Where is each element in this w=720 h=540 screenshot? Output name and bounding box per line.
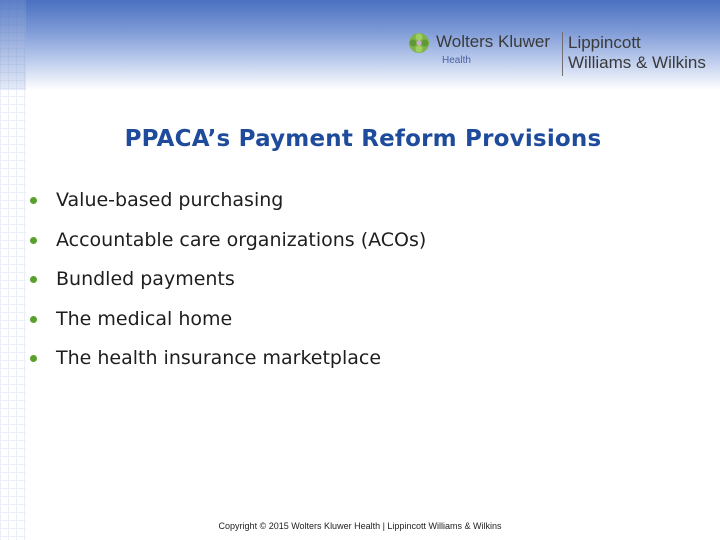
bullet-text: The medical home bbox=[56, 307, 233, 330]
bullet-text: Accountable care organizations (ACOs) bbox=[56, 228, 427, 251]
bullet-dot-icon bbox=[30, 355, 37, 362]
bullet-text: Value-based purchasing bbox=[56, 189, 284, 211]
wolters-kluwer-mark-icon bbox=[408, 32, 430, 54]
logo-brand-name: Wolters Kluwer bbox=[436, 32, 550, 51]
logo-divider bbox=[562, 32, 563, 76]
copyright-footer: Copyright © 2015 Wolters Kluwer Health | Lippincott Williams & Wilkins bbox=[218, 521, 502, 531]
bullet-text: The health insurance marketplace bbox=[56, 347, 382, 369]
slide-title: PPACA’s Payment Reform Provisions bbox=[124, 126, 602, 152]
bullet-text: Bundled payments bbox=[56, 268, 235, 290]
left-grid-header-fade bbox=[0, 0, 26, 90]
bullet-dot-icon bbox=[30, 237, 37, 244]
bullet-dot-icon bbox=[30, 316, 37, 323]
bullet-dot-icon bbox=[30, 197, 37, 204]
logo-brand-sub: Health bbox=[442, 55, 471, 66]
logo-partner-line2: Williams & Wilkins bbox=[568, 53, 706, 72]
publisher-logo bbox=[408, 28, 718, 78]
bullet-dot-icon bbox=[30, 276, 37, 283]
logo-partner-line1: Lippincott bbox=[568, 33, 641, 52]
